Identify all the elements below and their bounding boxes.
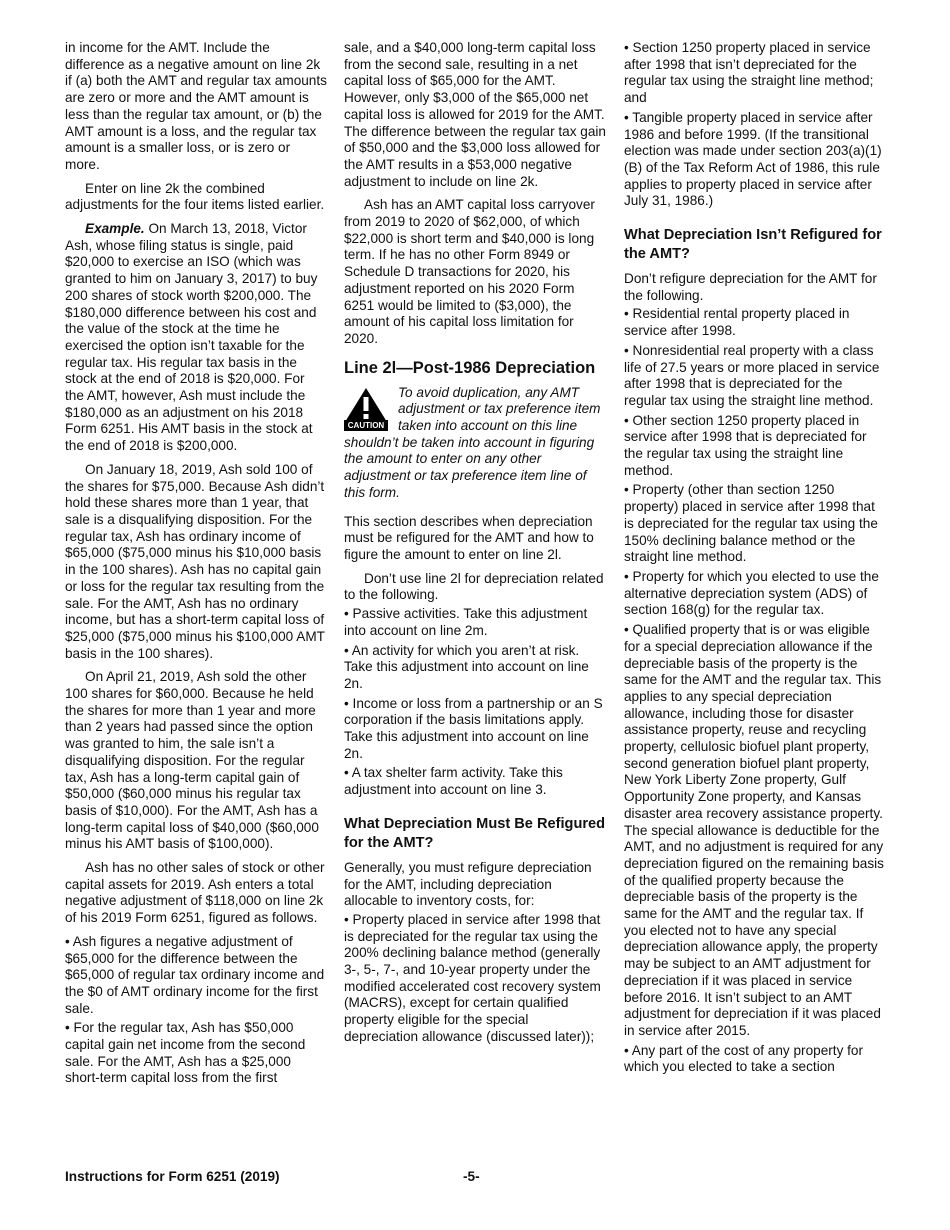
list-item: • Section 1250 property placed in service after 1998 that isn’t depreciated for the regular tax using the straight line method; and: [624, 40, 874, 106]
caution-note: [344, 385, 606, 502]
paragraph: Generally, you must refigure depreciation for the AMT, including depreciation allocable to inventory costs, for:: [344, 859, 592, 909]
list-item: • A tax shelter farm activity. Take this adjustment into account on line 3.: [344, 765, 563, 798]
paragraph: Ash has an AMT capital loss carryover from 2019 to 2020 of $62,000, of which $22,000 is short term and $40,000 is long term. If he has no other Form 8949 or Schedule D transactions for 2020, his adjustment reported on his 2020 Form 6251 would be limited to ($3,000), the amount of his capital loss limitation for 2020.: [344, 197, 595, 346]
list-item: • Ash figures a negative adjustment of $65,000 for the difference between the $65,000 of regular tax ordinary income and the $0 of AMT ordinary income for the first sale.: [65, 933, 325, 1016]
list-item: • Property (other than section 1250 property) placed in service after 1998 that is depreciated for the regular tax using the 150% declining balance method or the straight line method.: [624, 482, 878, 565]
caution-label: CAUTION: [344, 420, 388, 431]
subheading: What Depreciation Isn’t Refigured for the AMT?: [624, 227, 882, 263]
list-item: • An activity for which you aren’t at risk. Take this adjustment into account on line 2n.: [344, 642, 589, 691]
footer-title: Instructions for Form 6251 (2019): [65, 1169, 280, 1184]
paragraph: Ash has no other sales of stock or other capital assets for 2019. Ash enters a total negative adjustment of $118,000 on line 2k of his 2019 Form 6251, figured as follows.: [65, 860, 325, 926]
caution-icon: [344, 387, 392, 433]
list-item: • Income or loss from a partnership or an S corporation if the basis limitations apply. Take this adjustment into account on line 2n.: [344, 695, 603, 761]
section-heading: Line 2l—Post-1986 Depreciation: [344, 358, 596, 377]
page-number: -5-: [463, 1169, 480, 1184]
example-paragraph: Example. On March 13, 2018, Victor Ash, whose filing status is single, paid $20,000 to exercise an ISO (which was granted to him on January 3, 2017) to buy 200 shares of stock worth $200,000. The $180,000 difference between his cost and the value of the stock at the time he exercised the option isn’t taxable for the regular tax. His regular tax basis in the stock at the end of 2018 is $20,000. For the AMT, however, Ash must include the $180,000 as an adjustment on his 2018 Form 6251. His AMT basis in the stock at the end of 2018 is $200,000.: [65, 221, 318, 454]
caution-text: To avoid duplication, any AMT adjustment or tax preference item taken into account on this line shouldn’t be taken into account in figuring the amount to enter on any other adjustment or tax preference item line of this form.: [344, 384, 601, 500]
list-item: • Any part of the cost of any property for which you elected to take a section: [624, 1042, 864, 1075]
paragraph: Enter on line 2k the combined adjustments for the four items listed earlier.: [65, 180, 325, 213]
list-item: • Tangible property placed in service after 1986 and before 1999. (If the transitional election was made under section 203(a)(1)(B) of the Tax Reform Act of 1986, this rule applies to property placed in service after July 31, 1986.): [624, 109, 882, 209]
column-right: [624, 40, 886, 1079]
paragraph: Don’t use line 2l for depreciation related to the following.: [344, 570, 604, 603]
example-label: Example.: [85, 221, 145, 237]
list-item: • Qualified property that is or was eligible for a special depreciation allowance if the depreciable basis of the property is the same for the AMT and the regular tax. This applies to any special depreciation allowance, including those for disaster assistance property, reuse and recycling property, cellulosic biofuel plant property, second generation biofuel plant property, New York Liberty Zone property, Gulf Opportunity Zone property, and Kansas disaster area recovery assistance property. The special allowance is deductible for the AMT, and no adjustment is required for any depreciation figured on the remaining basis of the qualified property because the depreciable basis of the property is the same for the AMT and the regular tax. If you elected not to have any special depreciation allowance apply, the property may be subject to an AMT adjustment for depreciation if it was placed in service before 2016. It isn’t subject to an AMT adjustment for depreciation if it was placed in service after 2015.: [624, 622, 884, 1038]
list-item: • Passive activities. Take this adjustment into account on line 2m.: [344, 606, 588, 638]
list-item: • Other section 1250 property placed in service after 1998 that is depreciated for the regular tax using the straight line method.: [624, 412, 867, 478]
column-middle: [344, 40, 606, 1049]
paragraph: sale, and a $40,000 long-term capital loss from the second sale, resulting in a net capital loss of $65,000 for the AMT. However, only $3,000 of the $65,000 net capital loss is allowed for 2019 for the AMT. The difference between the regular tax gain of $50,000 and the $3,000 loss allowed for the AMT results in a $53,000 negative adjustment to include on line 2k.: [344, 40, 606, 189]
list-item: • Nonresidential real property with a class life of 27.5 years or more placed in service after 1998 that is depreciated for the regular tax using the straight line method.: [624, 342, 880, 408]
subheading: What Depreciation Must Be Refigured for the AMT?: [344, 815, 606, 851]
paragraph: Don’t refigure depreciation for the AMT for the following.: [624, 271, 877, 303]
list-item: • For the regular tax, Ash has $50,000 capital gain net income from the second sale. For the AMT, Ash has a $25,000 short-term capital loss from the first: [65, 1020, 306, 1086]
list-item: • Property placed in service after 1998 that is depreciated for the regular tax using the 200% declining balance method (generally 3-, 5-, 7-, and 10-year property under the modified accelerated cost recovery system (MACRS), except for certain qualified property eligible for the special depreciation allowance (discussed later));: [344, 911, 601, 1044]
paragraph: in income for the AMT. Include the difference as a negative amount on line 2k if (a) both the AMT and regular tax amounts are zero or more and the AMT amount is less than the regular tax amount, or (b) the AMT amount is a loss, and the regular tax amount is a smaller loss, or is zero or more.: [65, 40, 327, 172]
paragraph: On April 21, 2019, Ash sold the other 100 shares for $60,000. Because he held the shares for more than 1 year and more than 2 years had passed since the option was granted to him, the sale isn’t a disqualifying disposition. For the regular tax, Ash has a long-term capital gain of $50,000 ($60,000 minus his regular tax basis of $10,000). For the AMT, Ash has a long-term capital loss of $40,000 ($60,000 minus his AMT basis of $100,000).: [65, 669, 319, 852]
list-item: • Property for which you elected to use the alternative depreciation system (ADS) of section 168(g) for the regular tax.: [624, 568, 879, 618]
column-left: [65, 40, 327, 1090]
paragraph: This section describes when depreciation must be refigured for the AMT and how to figure the amount to enter on line 2l.: [344, 513, 594, 562]
list-item: • Residential rental property placed in service after 1998.: [624, 306, 850, 339]
paragraph: On January 18, 2019, Ash sold 100 of the shares for $75,000. Because Ash didn’t hold these shares more than 1 year, that sale is a disqualifying disposition. For the regular tax, Ash has ordinary income of $65,000 ($75,000 minus his $10,000 basis in the 100 shares). Ash has no capital gain or loss for the regular tax resulting from the sale. For the AMT, Ash has no ordinary income, but has a short-term capital loss of $25,000 ($75,000 minus his $100,000 AMT basis in the 100 shares).: [65, 461, 325, 661]
